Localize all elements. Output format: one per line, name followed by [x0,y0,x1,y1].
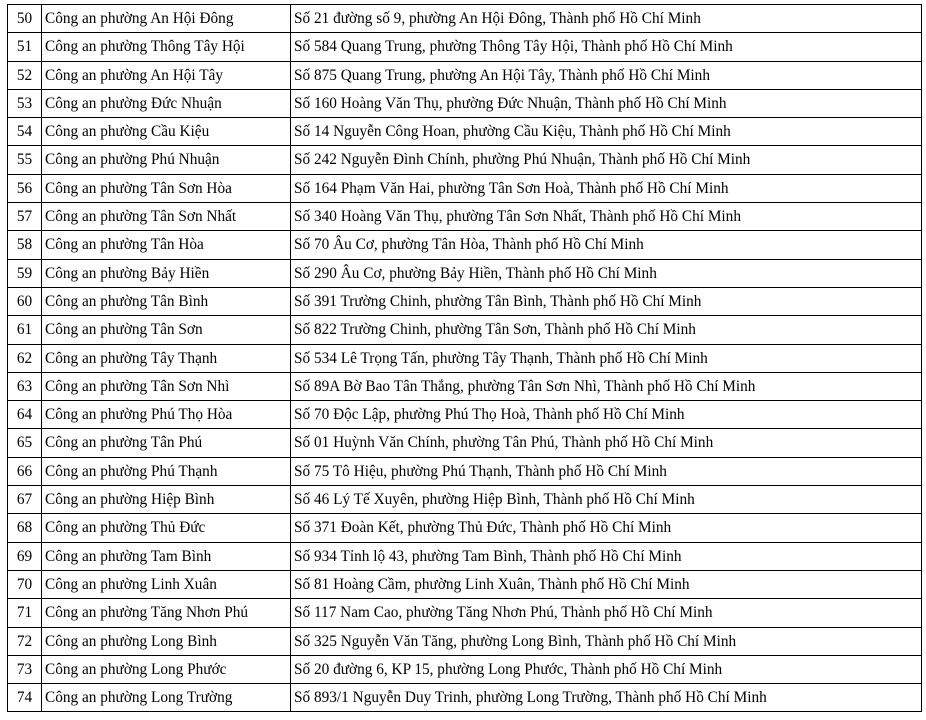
row-number-cell: 62 [8,344,42,372]
row-number-cell: 73 [8,655,42,683]
station-name-cell: Công an phường Hiệp Bình [42,486,291,514]
row-number-cell: 52 [8,61,42,89]
station-address-cell: Số 340 Hoàng Văn Thụ, phường Tân Sơn Nhất, Thành phố Hồ Chí Minh [291,203,922,231]
station-name-cell: Công an phường Phú Thạnh [42,457,291,485]
station-name-cell: Công an phường Tân Phú [42,429,291,457]
table-row [8,231,922,259]
table-row [8,203,922,231]
row-number-cell: 60 [8,287,42,315]
station-address-cell: Số 89A Bờ Bao Tân Thắng, phường Tân Sơn Nhì, Thành phố Hồ Chí Minh [291,372,922,400]
station-address-cell: Số 242 Nguyễn Đình Chính, phường Phú Nhuận, Thành phố Hồ Chí Minh [291,146,922,174]
table-row [8,316,922,344]
row-number-cell: 68 [8,514,42,542]
station-name-cell: Công an phường Tân Sơn Nhất [42,203,291,231]
table-row [8,655,922,683]
table-row [8,372,922,400]
row-number-cell: 53 [8,89,42,117]
station-name-cell: Công an phường Phú Nhuận [42,146,291,174]
station-address-cell: Số 893/1 Nguyễn Duy Trinh, phường Long Trường, Thành phố Hồ Chí Minh [291,684,922,712]
station-name-cell: Công an phường Tân Bình [42,287,291,315]
table-row [8,627,922,655]
station-name-cell: Công an phường Thủ Đức [42,514,291,542]
row-number-cell: 59 [8,259,42,287]
row-number-cell: 54 [8,118,42,146]
station-address-cell: Số 20 đường 6, KP 15, phường Long Phước, Thành phố Hồ Chí Minh [291,655,922,683]
row-number-cell: 57 [8,203,42,231]
station-name-cell: Công an phường An Hội Đông [42,5,291,33]
station-name-cell: Công an phường Long Trường [42,684,291,712]
row-number-cell: 74 [8,684,42,712]
station-address-cell: Số 160 Hoàng Văn Thụ, phường Đức Nhuận, Thành phố Hồ Chí Minh [291,89,922,117]
table-row [8,146,922,174]
station-address-cell: Số 75 Tô Hiệu, phường Phú Thạnh, Thành phố Hồ Chí Minh [291,457,922,485]
station-name-cell: Công an phường Đức Nhuận [42,89,291,117]
row-number-cell: 56 [8,174,42,202]
row-number-cell: 67 [8,486,42,514]
table-row [8,514,922,542]
row-number-cell: 63 [8,372,42,400]
station-name-cell: Công an phường Bảy Hiền [42,259,291,287]
row-number-cell: 50 [8,5,42,33]
station-address-cell: Số 934 Tỉnh lộ 43, phường Tam Bình, Thành phố Hồ Chí Minh [291,542,922,570]
police-station-address-table [7,4,922,712]
station-address-cell: Số 81 Hoàng Cầm, phường Linh Xuân, Thành phố Hồ Chí Minh [291,570,922,598]
station-address-cell: Số 21 đường số 9, phường An Hội Đông, Thành phố Hồ Chí Minh [291,5,922,33]
table-row [8,486,922,514]
table-row [8,259,922,287]
row-number-cell: 71 [8,599,42,627]
station-address-cell: Số 391 Trường Chinh, phường Tân Bình, Thành phố Hồ Chí Minh [291,287,922,315]
station-address-cell: Số 70 Độc Lập, phường Phú Thọ Hoà, Thành phố Hồ Chí Minh [291,401,922,429]
table-row [8,457,922,485]
row-number-cell: 65 [8,429,42,457]
station-address-cell: Số 290 Âu Cơ, phường Bảy Hiền, Thành phố Hồ Chí Minh [291,259,922,287]
row-number-cell: 64 [8,401,42,429]
station-name-cell: Công an phường Long Bình [42,627,291,655]
row-number-cell: 61 [8,316,42,344]
table-row [8,61,922,89]
station-address-cell: Số 164 Phạm Văn Hai, phường Tân Sơn Hoà, Thành phố Hồ Chí Minh [291,174,922,202]
document-table-container [7,4,922,712]
table-body [8,5,922,712]
station-address-cell: Số 822 Trường Chinh, phường Tân Sơn, Thành phố Hồ Chí Minh [291,316,922,344]
table-row [8,542,922,570]
station-name-cell: Công an phường Long Phước [42,655,291,683]
station-address-cell: Số 875 Quang Trung, phường An Hội Tây, Thành phố Hồ Chí Minh [291,61,922,89]
station-name-cell: Công an phường Tân Sơn Nhì [42,372,291,400]
row-number-cell: 69 [8,542,42,570]
station-name-cell: Công an phường Phú Thọ Hòa [42,401,291,429]
station-address-cell: Số 14 Nguyễn Công Hoan, phường Cầu Kiệu, Thành phố Hồ Chí Minh [291,118,922,146]
row-number-cell: 58 [8,231,42,259]
station-name-cell: Công an phường Thông Tây Hội [42,33,291,61]
table-row [8,570,922,598]
station-address-cell: Số 70 Âu Cơ, phường Tân Hòa, Thành phố Hồ Chí Minh [291,231,922,259]
station-address-cell: Số 325 Nguyễn Văn Tăng, phường Long Bình, Thành phố Hồ Chí Minh [291,627,922,655]
station-name-cell: Công an phường Linh Xuân [42,570,291,598]
station-address-cell: Số 117 Nam Cao, phường Tăng Nhơn Phú, Thành phố Hồ Chí Minh [291,599,922,627]
station-name-cell: Công an phường Tân Sơn Hòa [42,174,291,202]
table-row [8,174,922,202]
station-name-cell: Công an phường Tây Thạnh [42,344,291,372]
table-row [8,429,922,457]
table-row [8,344,922,372]
table-row [8,684,922,712]
station-name-cell: Công an phường Tân Sơn [42,316,291,344]
table-row [8,89,922,117]
station-name-cell: Công an phường An Hội Tây [42,61,291,89]
row-number-cell: 66 [8,457,42,485]
station-name-cell: Công an phường Tân Hòa [42,231,291,259]
station-address-cell: Số 46 Lý Tế Xuyên, phường Hiệp Bình, Thành phố Hồ Chí Minh [291,486,922,514]
table-row [8,118,922,146]
station-name-cell: Công an phường Tăng Nhơn Phú [42,599,291,627]
station-address-cell: Số 584 Quang Trung, phường Thông Tây Hội, Thành phố Hồ Chí Minh [291,33,922,61]
row-number-cell: 70 [8,570,42,598]
station-address-cell: Số 534 Lê Trọng Tấn, phường Tây Thạnh, Thành phố Hồ Chí Minh [291,344,922,372]
station-name-cell: Công an phường Cầu Kiệu [42,118,291,146]
table-row [8,287,922,315]
row-number-cell: 72 [8,627,42,655]
station-name-cell: Công an phường Tam Bình [42,542,291,570]
station-address-cell: Số 371 Đoàn Kết, phường Thủ Đức, Thành phố Hồ Chí Minh [291,514,922,542]
table-row [8,401,922,429]
table-row [8,33,922,61]
row-number-cell: 55 [8,146,42,174]
table-row [8,5,922,33]
row-number-cell: 51 [8,33,42,61]
station-address-cell: Số 01 Huỳnh Văn Chính, phường Tân Phú, Thành phố Hồ Chí Minh [291,429,922,457]
table-row [8,599,922,627]
